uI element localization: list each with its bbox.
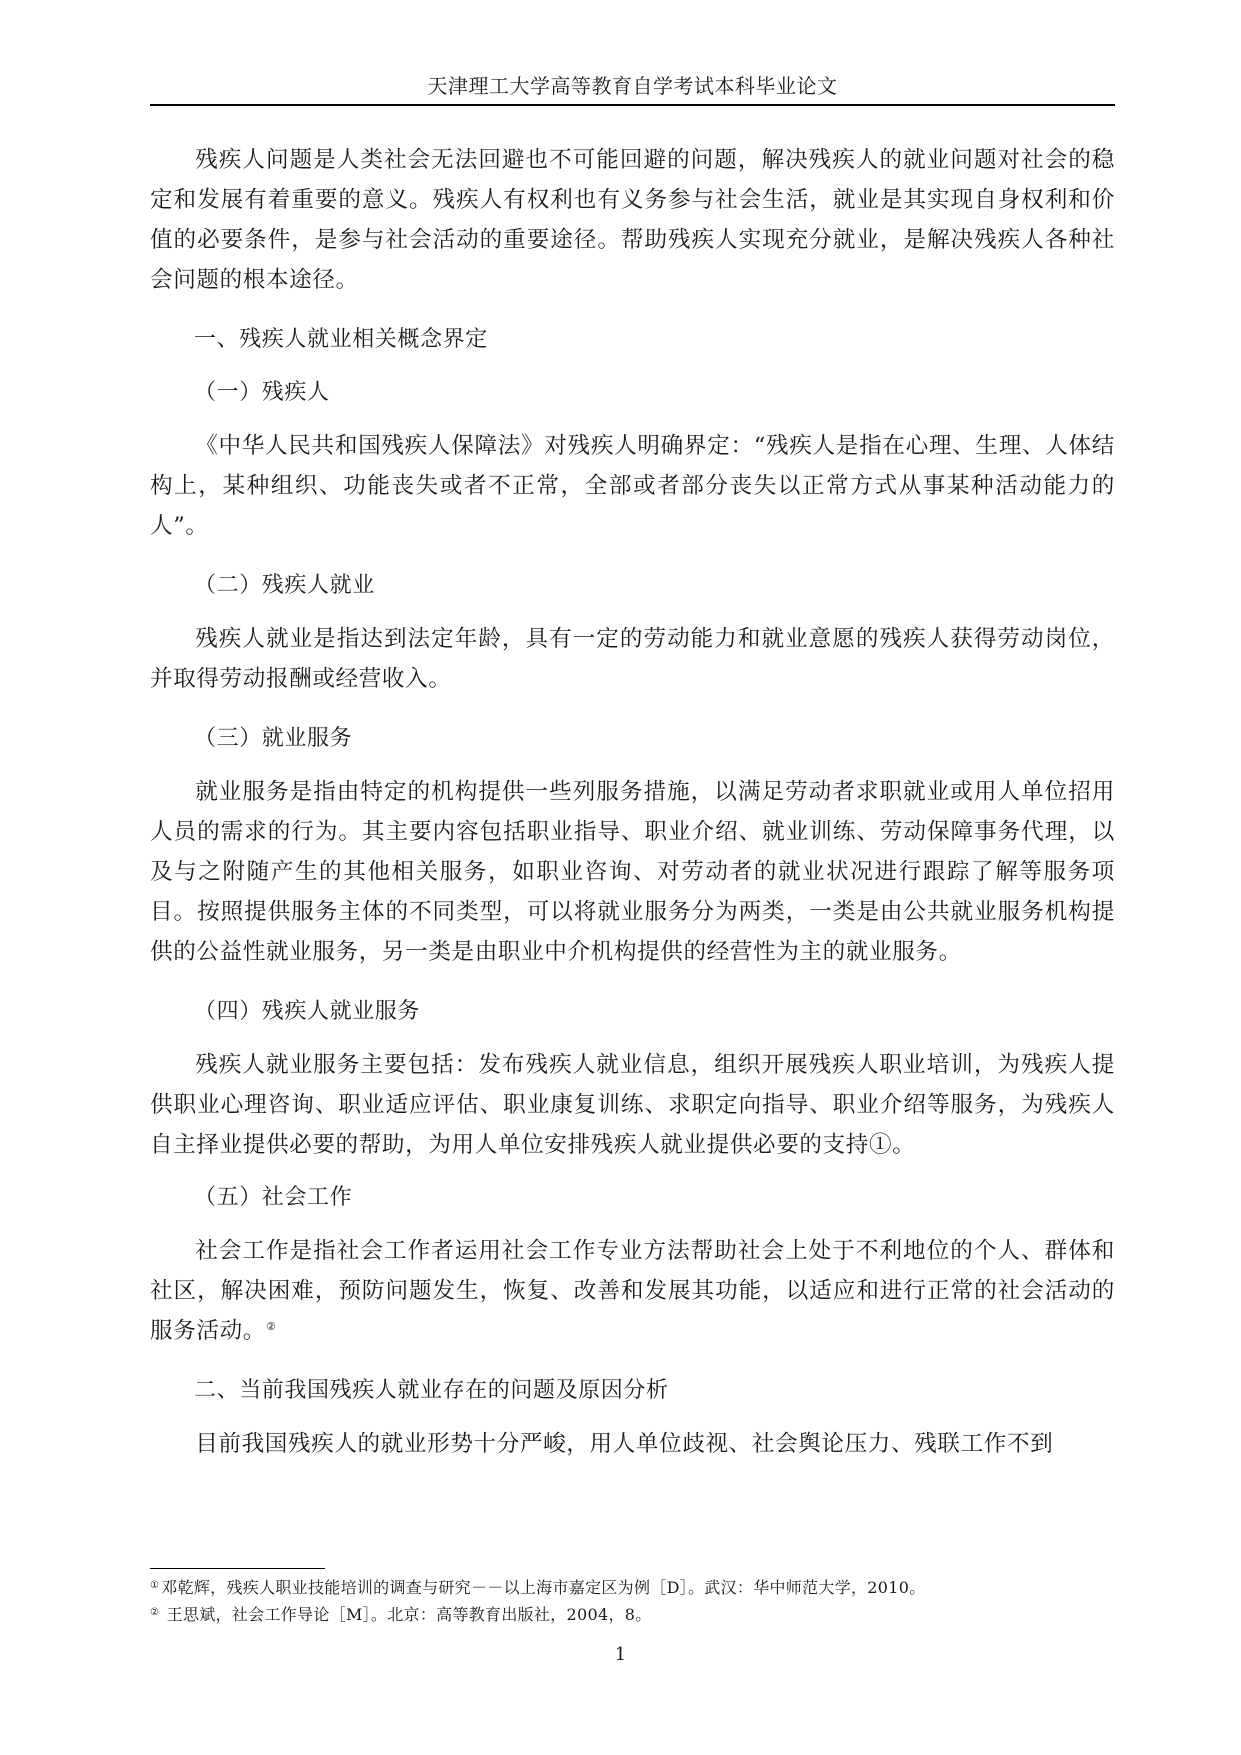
subsection-paragraph-5 <box>150 1231 1115 1351</box>
subsection-heading-5: （五）社会工作 <box>194 1185 353 1210</box>
footnote-ref-1[interactable]: ① <box>869 1132 893 1158</box>
footnote-text-2: 王思斌，社会工作导论［M］。北京：高等教育出版社，2004，8。 <box>161 1605 652 1624</box>
paragraph-text: 残疾人就业服务主要包括：发布残疾人就业信息，组织开展残疾人职业培训，为残疾人提供职业心理咨询、职业适应评估、职业康复训练、求职定向指导、职业介绍等服务，为残疾人自主择业提供必要的帮助，为用人单位安排残疾人就业提供必要的支持 <box>150 1052 1115 1158</box>
footnote-mark-2: ② <box>150 1607 160 1618</box>
footnote-separator <box>150 1568 325 1569</box>
subsection-paragraph-4 <box>150 1045 1115 1165</box>
subsection-heading-1: （一）残疾人 <box>194 380 330 405</box>
paragraph-text: 社会工作是指社会工作者运用社会工作专业方法帮助社会上处于不利地位的个人、群体和社区，解决困难，预防问题发生，恢复、改善和发展其功能，以适应和进行正常的社会活动的服务活动。 <box>150 1238 1115 1344</box>
section-paragraph-2: 目前我国残疾人的就业形势十分严峻，用人单位歧视、社会舆论压力、残联工作不到 <box>195 1431 1054 1457</box>
footnote-2 <box>150 1601 1115 1628</box>
running-header: 天津理工大学高等教育自学考试本科毕业论文 <box>427 74 838 98</box>
footnote-ref-2[interactable]: ② <box>265 1320 277 1333</box>
section-heading-2: 二、当前我国残疾人就业存在的问题及原因分析 <box>194 1378 669 1403</box>
header-rule <box>150 104 1115 106</box>
footnote-mark-1: ① <box>150 1580 160 1591</box>
intro-paragraph: 残疾人问题是人类社会无法回避也不可能回避的问题，解决残疾人的就业问题对社会的稳定和发展有着重要的意义。残疾人有权利也有义务参与社会生活，就业是其实现自身权利和价值的必要条件，是参与社会活动的重要途径。帮助残疾人实现充分就业，是解决残疾人各种社会问题的根本途径。 <box>150 147 1115 293</box>
section-heading-1: 一、残疾人就业相关概念界定 <box>194 327 488 352</box>
page-number: 1 <box>614 1644 627 1665</box>
footnote-text-1: 邓乾辉，残疾人职业技能培训的调查与研究－－以上海市嘉定区为例［D］。武汉：华中师范大学，2010。 <box>161 1578 926 1597</box>
subsection-heading-4: （四）残疾人就业服务 <box>194 999 421 1024</box>
subsection-paragraph-1: 《中华人民共和国残疾人保障法》对残疾人明确界定：“残疾人是指在心理、生理、人体结构上，某种组织、功能丧失或者不正常，全部或者部分丧失以正常方式从事某种活动能力的人”。 <box>150 433 1115 539</box>
paragraph-end: 。 <box>892 1132 916 1158</box>
subsection-heading-2: （二）残疾人就业 <box>194 573 375 598</box>
subsection-heading-3: （三）就业服务 <box>194 726 353 751</box>
subsection-paragraph-2: 残疾人就业是指达到法定年龄，具有一定的劳动能力和就业意愿的残疾人获得劳动岗位，并取得劳动报酬或经营收入。 <box>150 626 1115 692</box>
footnotes <box>150 1574 1115 1628</box>
subsection-paragraph-3: 就业服务是指由特定的机构提供一些列服务措施，以满足劳动者求职就业或用人单位招用人员的需求的行为。其主要内容包括职业指导、职业介绍、就业训练、劳动保障事务代理，以及与之附随产生的其他相关服务，如职业咨询、对劳动者的就业状况进行跟踪了解等服务项目。按照提供服务主体的不同类型，可以将就业服务分为两类，一类是由公共就业服务机构提供的公益性就业服务，另一类是由职业中介机构提供的经营性为主的就业服务。 <box>150 779 1115 965</box>
main-content <box>150 140 1115 1464</box>
footnote-1 <box>150 1574 1115 1601</box>
